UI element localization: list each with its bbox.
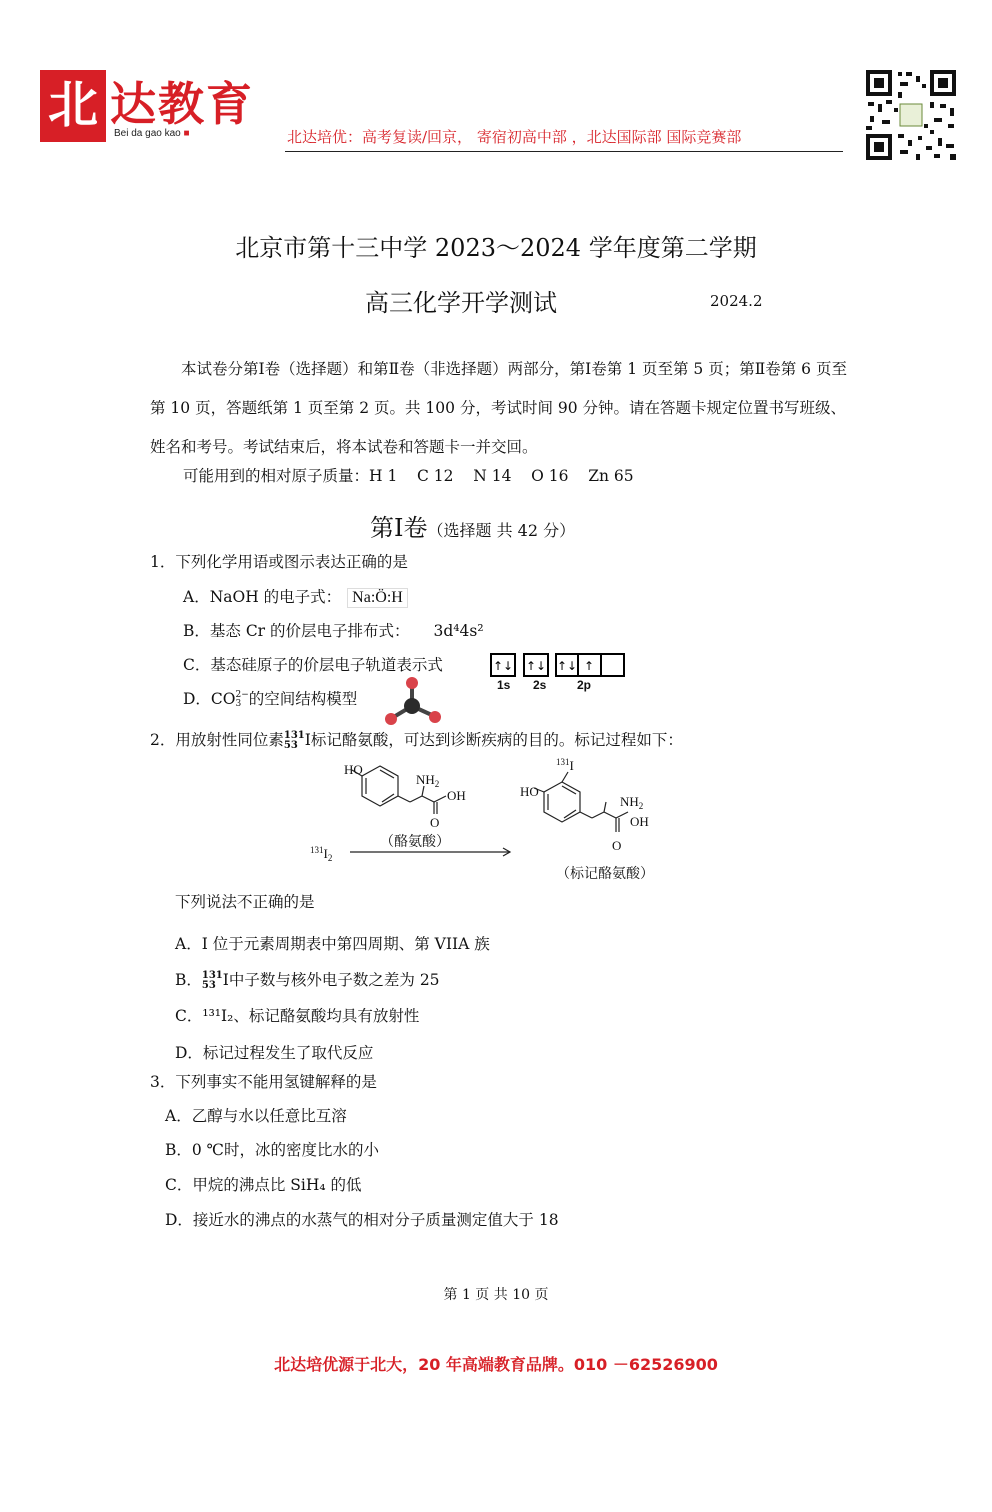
- svg-text:↑: ↑: [583, 659, 595, 673]
- svg-text:↑↓: ↑↓: [556, 659, 578, 673]
- cr-config: 3d⁴4s²: [433, 622, 484, 640]
- question-1-stem: 1．下列化学用语或图示表达正确的是: [150, 553, 408, 571]
- labeled-ho-label: HO: [520, 784, 539, 799]
- question-2-lead: 下列说法不正确的是: [175, 893, 315, 911]
- orbital-label-2s: 2s: [533, 678, 547, 692]
- header-divider: [285, 151, 843, 152]
- q3-option-a: A．乙醇与水以任意比互溶: [165, 1107, 347, 1125]
- q3-option-d: D．接近水的沸点的水蒸气的相对分子质量测定值大于 18: [165, 1211, 559, 1229]
- question-2-stem: 2．用放射性同位素 131 53 I标记酪氨酸，可达到诊断疾病的目的。标记过程如下：: [150, 730, 683, 751]
- reaction-scheme: [310, 752, 680, 887]
- footer-advert: 北达培优源于北大，20 年高端教育品牌。010 －62526900: [274, 1355, 718, 1374]
- naoh-electron-formula: Na:Ö:H: [347, 588, 408, 608]
- q1-option-d: D．CO 2− 3 的空间结构模型: [183, 690, 358, 709]
- exam-instructions: 本试卷分第Ⅰ卷（选择题）和第Ⅱ卷（非选择题）两部分，第Ⅰ卷第 1 页至第 5 页；第Ⅱ卷第 6 页至第 10 页，答题纸第 1 页至第 2 页。共 100 分，考试时间 90 分钟。请在答题卡规定位置书写班级、姓名和考号。考试结束后，将本试卷和答题卡一并交回。: [150, 360, 847, 456]
- logo-text: 达教育: [110, 77, 254, 131]
- section-heading: 第Ⅰ卷（选择题 共 42 分）: [370, 514, 576, 542]
- page-number: 第 1 页 共 10 页: [443, 1287, 549, 1303]
- carbonate-ball-stick-model: [380, 674, 444, 728]
- labeled-o-label: O: [612, 838, 622, 853]
- q2-option-c: C．¹³¹I₂、标记酪氨酸均具有放射性: [175, 1007, 420, 1025]
- orbital-label-2p: 2p: [577, 678, 592, 692]
- qr-code-icon: [864, 68, 958, 162]
- tyrosine-oh-label: OH: [447, 788, 466, 803]
- tyrosine-o-label: O: [430, 815, 440, 830]
- orbital-diagram: [490, 653, 630, 695]
- exam-date: 2024.2: [710, 292, 763, 310]
- tyrosine-ho-label: HO: [344, 762, 363, 777]
- q1-option-c: C．基态硅原子的价层电子轨道表示式: [183, 656, 443, 674]
- q1-option-b: B．基态 Cr 的价层电子排布式： 3d⁴4s²: [183, 622, 484, 640]
- exam-title: 北京市第十三中学 2023～2024 学年度第二学期: [235, 234, 757, 262]
- labeled-oh-label: OH: [630, 814, 649, 829]
- logo-mark: 北: [40, 70, 106, 142]
- labeled-caption: （标记酪氨酸）: [556, 867, 654, 882]
- atomic-masses: 可能用到的相对原子质量：H 1 C 12 N 14 O 16 Zn 65: [183, 467, 634, 485]
- q2-option-b: B． 131 53 I中子数与核外电子数之差为 25: [175, 970, 440, 991]
- svg-text:↑↓: ↑↓: [492, 659, 514, 673]
- reagent-label: $^{131}I_2$: [310, 845, 333, 863]
- q3-option-c: C．甲烷的沸点比 SiH₄ 的低: [165, 1176, 362, 1194]
- header-slogan: 北达培优：高考复读/回京， 寄宿初高中部 ，北达国际部 国际竞赛部: [287, 128, 742, 146]
- tyrosine-nh2-label: $NH_2$: [416, 772, 440, 789]
- q3-option-b: B．0 ℃时，冰的密度比水的小: [165, 1141, 380, 1159]
- q2-option-a: A．I 位于元素周期表中第四周期、第 VIIA 族: [175, 935, 490, 953]
- svg-text:↑↓: ↑↓: [525, 659, 547, 673]
- labeled-iodine-label: $^{131}$I: [556, 757, 574, 773]
- exam-subtitle: 高三化学开学测试: [365, 289, 557, 317]
- tyrosine-caption: （酪氨酸）: [380, 835, 450, 850]
- logo-subtitle: Bei da gao kao ■: [114, 128, 190, 139]
- q1-option-a: A．NaOH 的电子式： Na:Ö:H: [183, 585, 408, 608]
- q2-option-d: D．标记过程发生了取代反应: [175, 1044, 374, 1062]
- labeled-nh2-label: $NH_2$: [620, 794, 644, 811]
- orbital-label-1s: 1s: [497, 678, 511, 692]
- question-3-stem: 3．下列事实不能用氢键解释的是: [150, 1073, 377, 1091]
